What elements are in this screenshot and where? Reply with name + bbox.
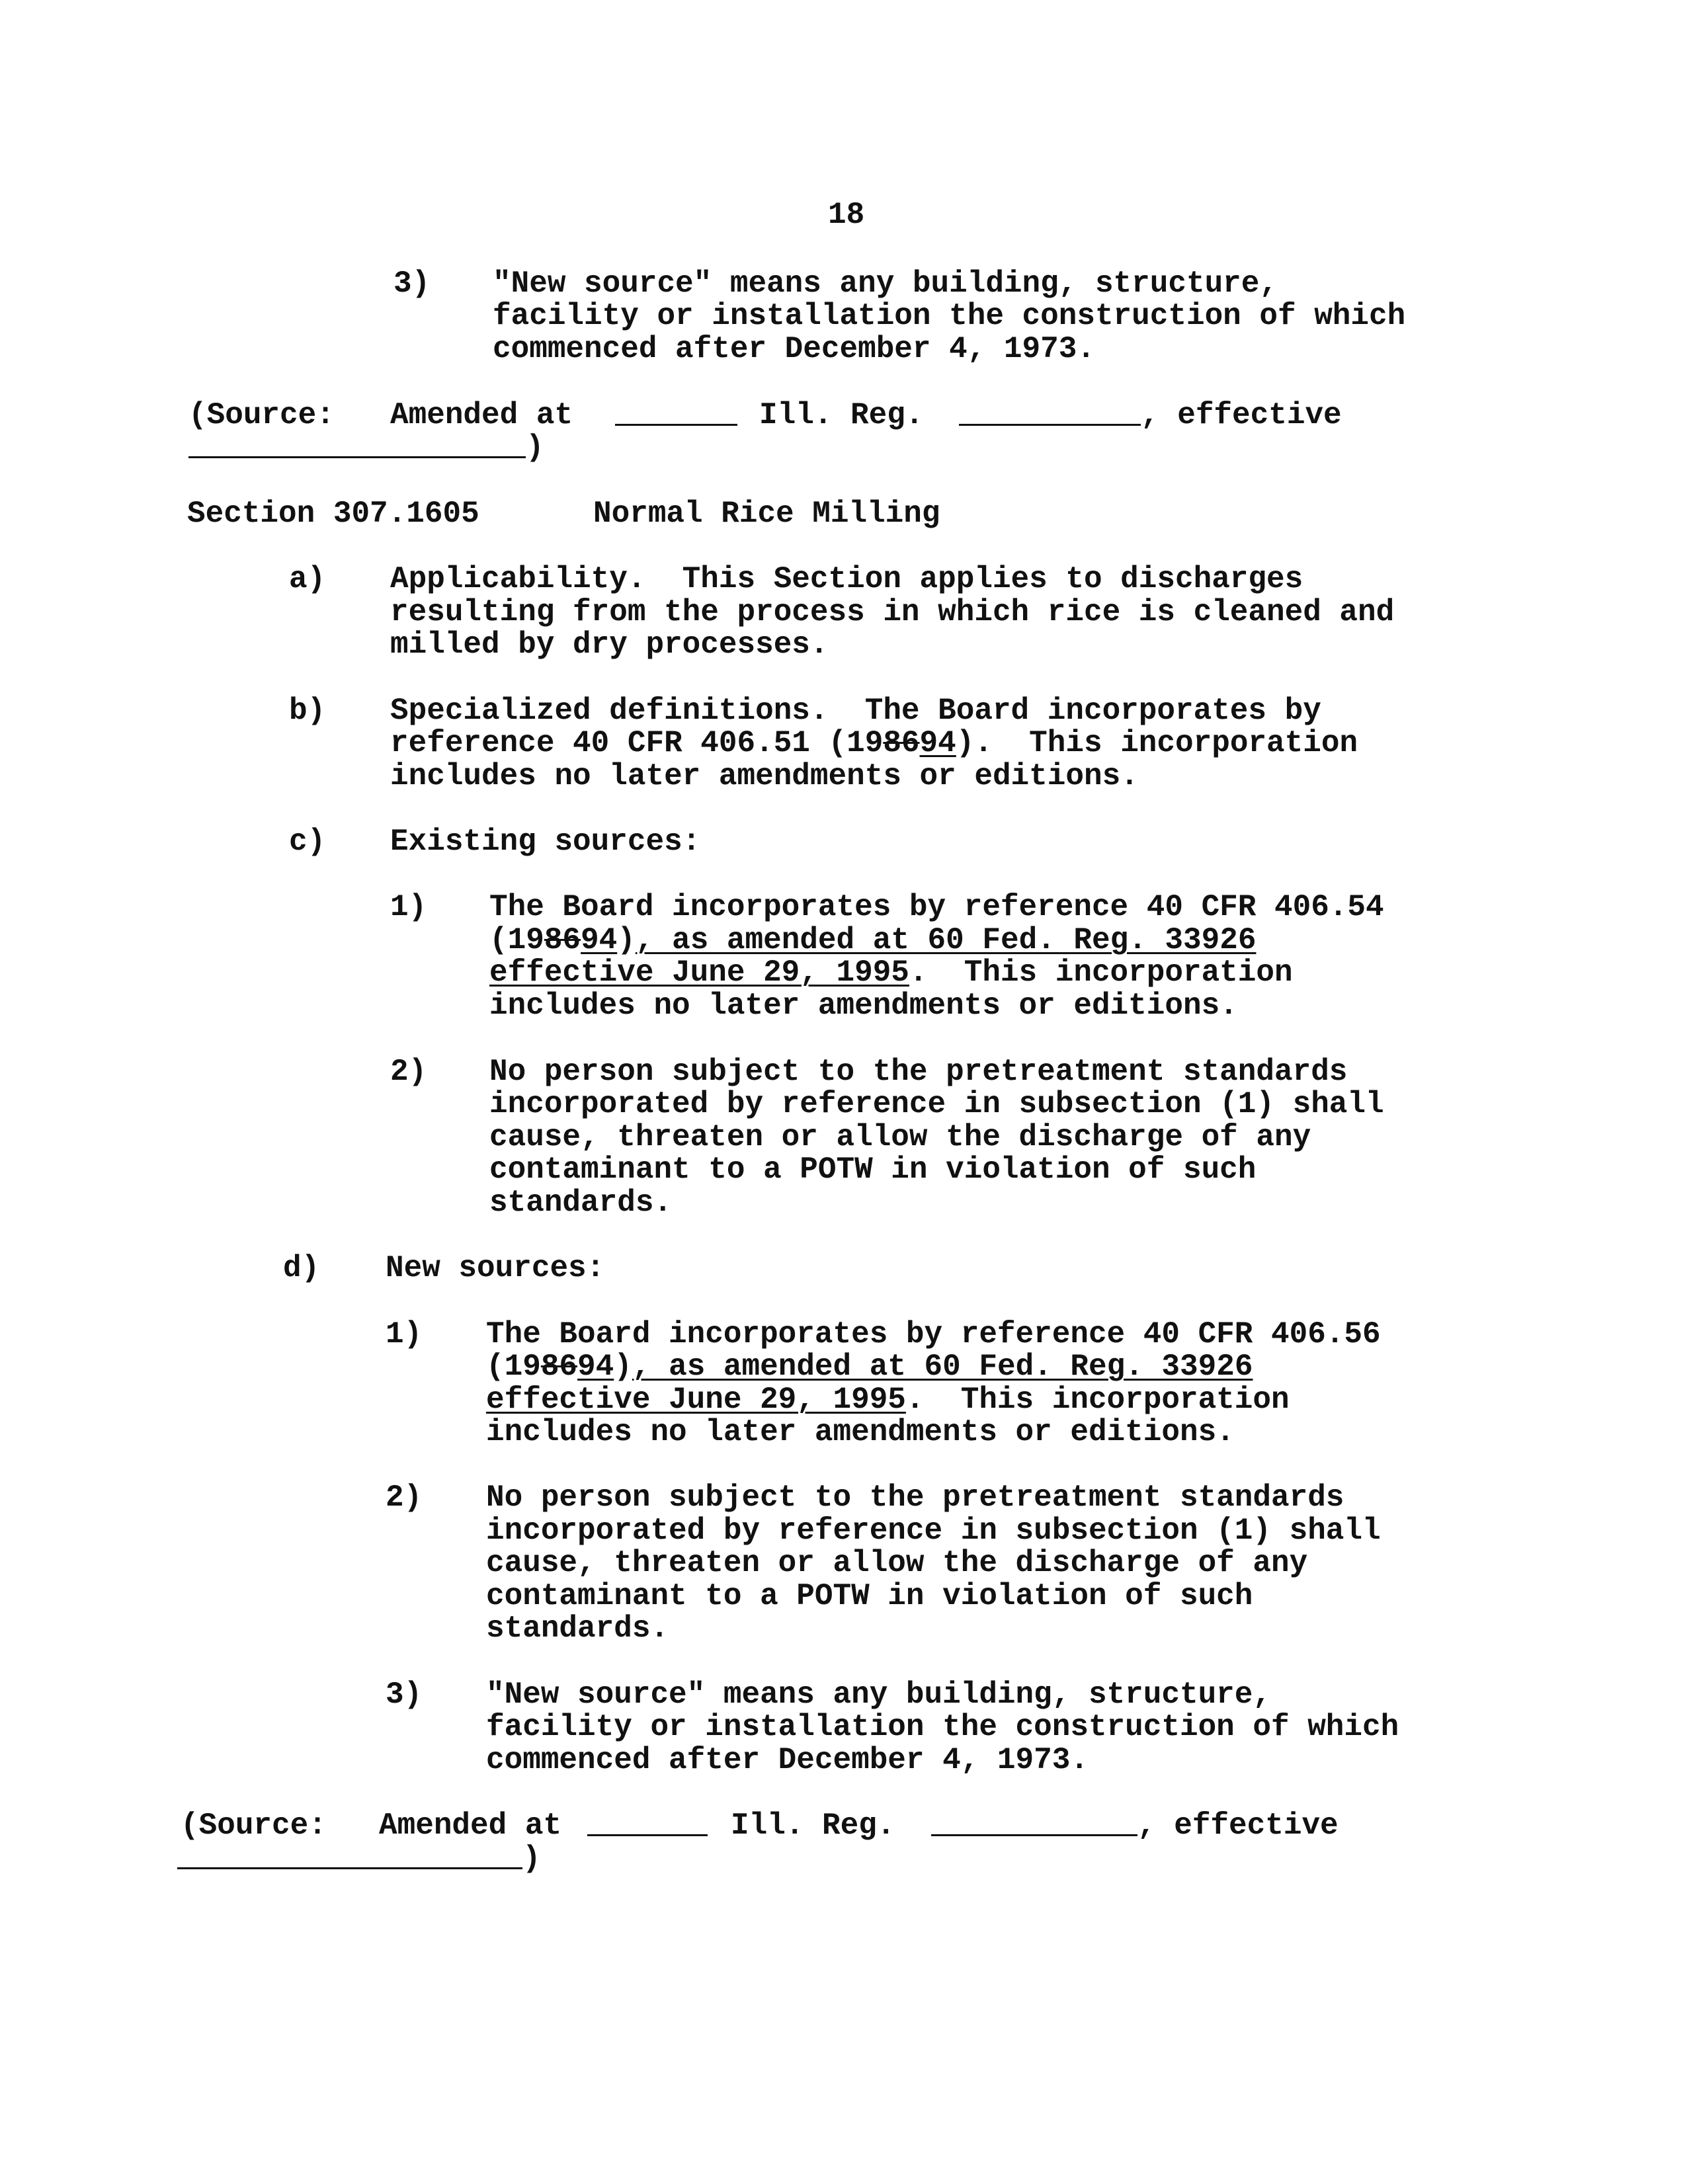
paragraph-line-amended xyxy=(486,1383,1290,1416)
item-number: 1) xyxy=(390,890,427,924)
source-amended-at: Amended at xyxy=(379,1808,562,1843)
subsection-label: a) xyxy=(289,562,326,596)
item-number: 3) xyxy=(386,1678,423,1712)
paragraph-line: cause, threaten or allow the discharge of any xyxy=(486,1546,1308,1580)
text: ). This incorporation xyxy=(956,726,1358,760)
subsection-label: b) xyxy=(289,694,326,728)
paragraph-line-amended xyxy=(390,727,1358,760)
inserted-text: 94 xyxy=(581,923,618,957)
subsection-heading: New sources: xyxy=(386,1251,605,1285)
paragraph-line: incorporated by reference in subsection (1) shall xyxy=(486,1514,1381,1548)
source-effective: , effective xyxy=(1137,1808,1339,1843)
section-number: Section 307.1605 xyxy=(187,497,479,531)
inserted-text: 94 xyxy=(919,726,956,760)
inserted-text: , as amended at 60 Fed. Reg. 33926 xyxy=(635,923,1257,957)
text: reference 40 CFR 406.51 (19 xyxy=(390,726,884,760)
paragraph-line: standards. xyxy=(489,1186,673,1220)
paragraph-line-amended xyxy=(489,956,1293,989)
page-blank xyxy=(959,399,1141,426)
text: . This incorporation xyxy=(905,1383,1290,1417)
inserted-text: effective June 29, 1995 xyxy=(489,955,909,990)
inserted-text: , as amended at 60 Fed. Reg. 33926 xyxy=(632,1350,1253,1384)
paragraph-line: The Board incorporates by reference 40 CFR 406.54 xyxy=(489,890,1384,924)
item-number: 3) xyxy=(393,266,431,301)
paragraph-line: The Board incorporates by reference 40 CFR 406.56 xyxy=(486,1317,1381,1352)
paragraph-line: incorporated by reference in subsection (1) shall xyxy=(489,1087,1384,1121)
item-number: 2) xyxy=(386,1480,423,1515)
paragraph-line: facility or installation the construction of which xyxy=(493,299,1406,333)
paragraph-line: facility or installation the construction of which xyxy=(486,1710,1399,1744)
text: (19 xyxy=(486,1350,541,1384)
paragraph-line: contaminant to a POTW in violation of such xyxy=(486,1579,1253,1613)
source-close: ) xyxy=(526,430,544,465)
source-ill-reg: Ill. Reg. xyxy=(731,1808,895,1843)
paragraph-line-amended xyxy=(486,1350,1253,1383)
item-number: 2) xyxy=(390,1055,427,1089)
source-ill-reg: Ill. Reg. xyxy=(759,398,924,432)
paragraph-line: contaminant to a POTW in violation of such xyxy=(489,1153,1257,1187)
date-blank xyxy=(188,431,526,458)
subsection-label: d) xyxy=(283,1251,320,1285)
paragraph-line-amended xyxy=(489,924,1256,957)
paragraph-line: includes no later amendments or editions. xyxy=(486,1415,1235,1449)
paragraph-line: resulting from the process in which rice is cleaned and xyxy=(390,595,1395,629)
paragraph-line: "New source" means any building, structure, xyxy=(486,1678,1271,1712)
date-blank xyxy=(177,1842,522,1869)
paragraph-line: Specialized definitions. The Board incorporates by xyxy=(390,694,1321,728)
deleted-text: 86 xyxy=(540,1350,578,1384)
inserted-text: 94 xyxy=(577,1350,614,1384)
text: ) xyxy=(614,1350,632,1384)
deleted-text: 86 xyxy=(883,726,920,760)
text: (19 xyxy=(489,923,544,957)
paragraph-line: standards. xyxy=(486,1611,669,1646)
paragraph-line: cause, threaten or allow the discharge of any xyxy=(489,1120,1311,1154)
paragraph-line: milled by dry processes. xyxy=(390,627,829,662)
source-label: (Source: xyxy=(188,398,335,432)
paragraph-line: commenced after December 4, 1973. xyxy=(493,332,1095,366)
text: ) xyxy=(617,923,636,957)
deleted-text: 86 xyxy=(544,923,581,957)
paragraph-line: commenced after December 4, 1973. xyxy=(486,1743,1089,1777)
volume-blank xyxy=(615,399,737,426)
source-label: (Source: xyxy=(181,1808,327,1843)
paragraph-line: "New source" means any building, structure, xyxy=(493,266,1278,301)
page-blank xyxy=(931,1809,1137,1836)
subsection-label: c) xyxy=(289,825,326,859)
paragraph-line: No person subject to the pretreatment standards xyxy=(489,1055,1348,1089)
page-number: 18 xyxy=(828,198,865,232)
source-effective: , effective xyxy=(1141,398,1342,432)
item-number: 1) xyxy=(386,1317,423,1352)
section-title: Normal Rice Milling xyxy=(593,497,940,531)
paragraph-line: No person subject to the pretreatment standards xyxy=(486,1480,1344,1515)
paragraph-line: includes no later amendments or editions. xyxy=(489,989,1238,1023)
paragraph-line: Applicability. This Section applies to discharges xyxy=(390,562,1303,596)
inserted-text: effective June 29, 1995 xyxy=(486,1383,906,1417)
volume-blank xyxy=(587,1809,708,1836)
subsection-heading: Existing sources: xyxy=(390,825,701,859)
text: . This incorporation xyxy=(909,955,1293,990)
paragraph-line: includes no later amendments or editions. xyxy=(390,759,1139,793)
source-amended-at: Amended at xyxy=(390,398,573,432)
source-close: ) xyxy=(522,1841,541,1876)
